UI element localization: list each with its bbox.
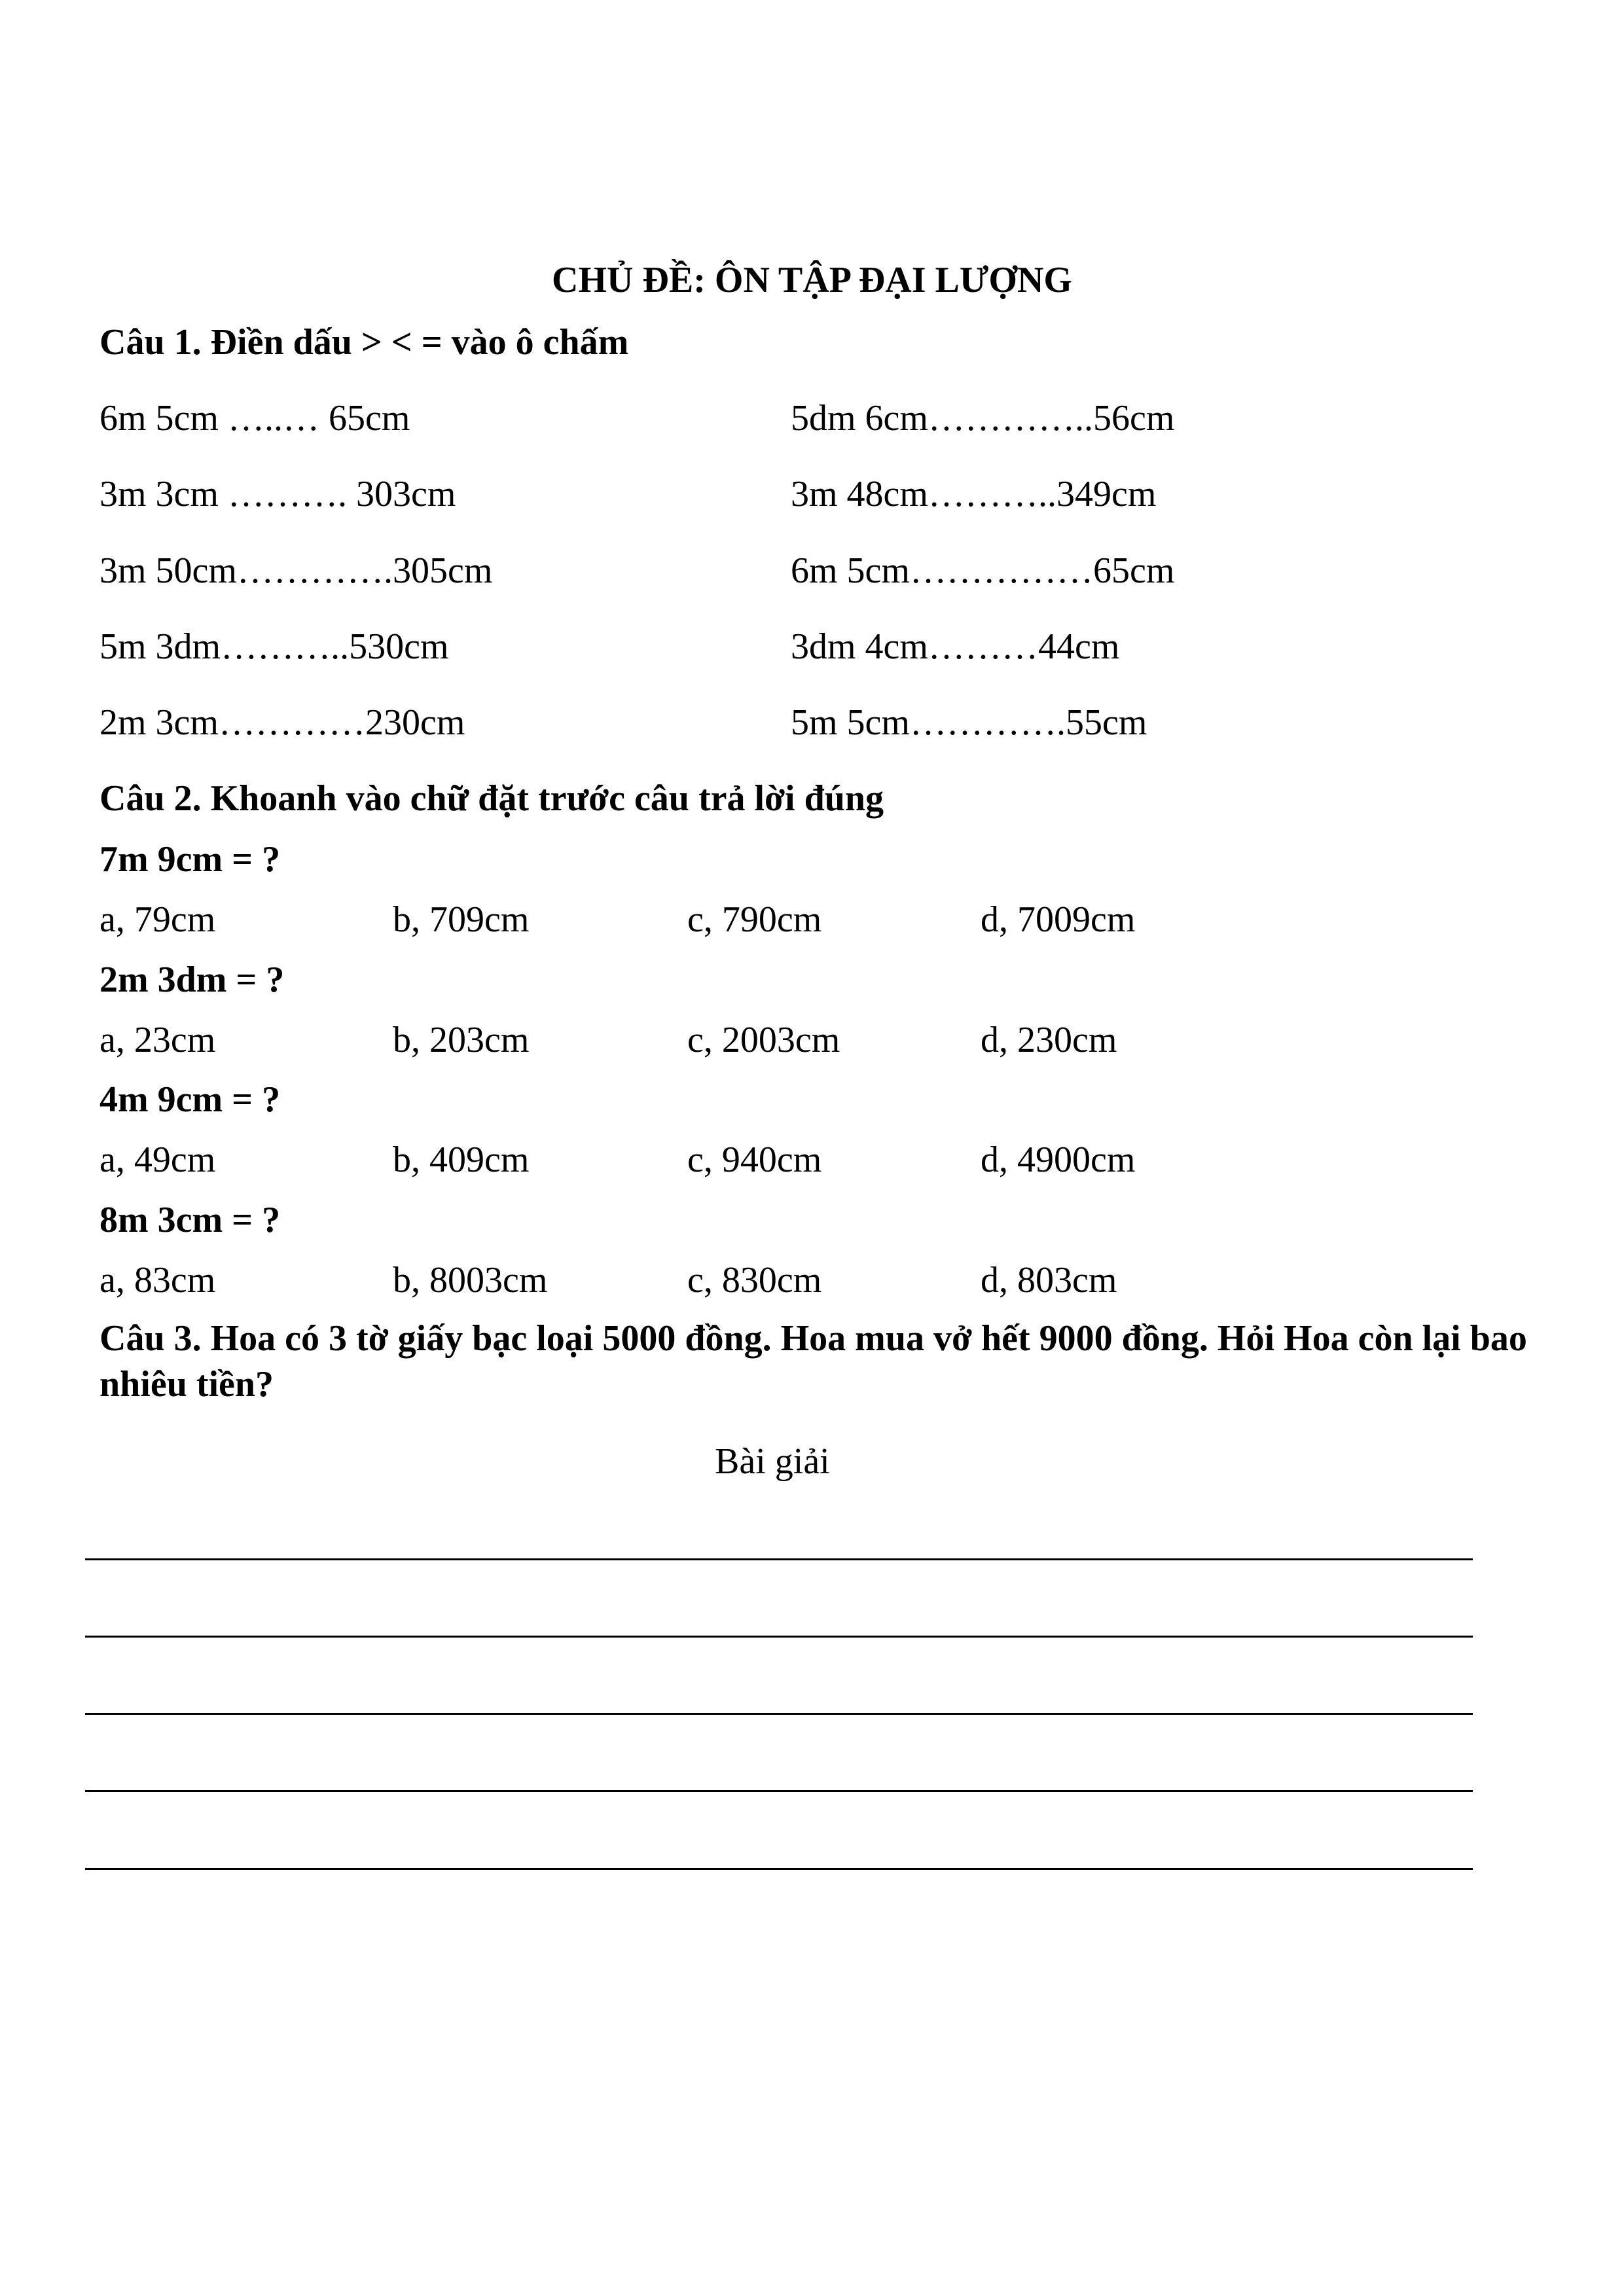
q2-item-3-option-a: a, 49cm — [99, 1139, 216, 1180]
q2-item-2-option-a: a, 23cm — [99, 1020, 216, 1060]
q1-row-4-left: 5m 3dm………..530cm — [99, 626, 449, 667]
q2-item-1-option-a: a, 79cm — [99, 899, 216, 940]
q1-heading: Câu 1. Điền dấu > < = vào ô chấm — [99, 322, 629, 363]
q1-row-1-left: 6m 5cm …..… 65cm — [99, 398, 410, 439]
q2-item-3-question: 4m 9cm = ? — [99, 1079, 281, 1120]
q1-row-5-left: 2m 3cm…………230cm — [99, 702, 465, 743]
q1-row-2-left: 3m 3cm ………. 303cm — [99, 474, 456, 514]
answer-line-1[interactable] — [85, 1558, 1473, 1560]
q1-row-1-right: 5dm 6cm…………..56cm — [791, 398, 1175, 439]
q1-row-2-right: 3m 48cm………..349cm — [791, 474, 1157, 514]
answer-line-2[interactable] — [85, 1636, 1473, 1638]
page-title: CHỦ ĐỀ: ÔN TẬP ĐẠI LƯỢNG — [552, 260, 1072, 300]
q2-item-1-question: 7m 9cm = ? — [99, 839, 281, 880]
q1-row-3-right: 6m 5cm……………65cm — [791, 550, 1175, 591]
q3-heading: Câu 3. Hoa có 3 tờ giấy bạc loại 5000 đồng. Hoa mua vở hết 9000 đồng. Hỏi Hoa còn lại bao nhiêu tiền? — [99, 1318, 1527, 1405]
q2-item-2-option-c: c, 2003cm — [687, 1020, 840, 1060]
q2-item-4-option-b: b, 8003cm — [393, 1260, 548, 1300]
answer-line-3[interactable] — [85, 1713, 1473, 1715]
q1-row-4-right: 3dm 4cm………44cm — [791, 626, 1120, 667]
q2-item-2-option-b: b, 203cm — [393, 1020, 530, 1060]
q2-item-3-option-c: c, 940cm — [687, 1139, 822, 1180]
q1-row-5-right: 5m 5cm………….55cm — [791, 702, 1147, 743]
q2-item-4-option-a: a, 83cm — [99, 1260, 216, 1300]
q2-item-2-question: 2m 3dm = ? — [99, 960, 285, 1000]
q2-item-4-option-d: d, 803cm — [981, 1260, 1117, 1300]
q1-row-3-left: 3m 50cm………….305cm — [99, 550, 493, 591]
q2-item-3-option-b: b, 409cm — [393, 1139, 530, 1180]
q2-heading: Câu 2. Khoanh vào chữ đặt trước câu trả lời đúng — [99, 778, 884, 819]
q2-item-3-option-d: d, 4900cm — [981, 1139, 1136, 1180]
q2-item-4-option-c: c, 830cm — [687, 1260, 822, 1300]
q2-item-1-option-b: b, 709cm — [393, 899, 530, 940]
q2-item-1-option-d: d, 7009cm — [981, 899, 1136, 940]
q2-item-4-question: 8m 3cm = ? — [99, 1200, 281, 1240]
answer-line-5[interactable] — [85, 1868, 1473, 1870]
q2-item-1-option-c: c, 790cm — [687, 899, 822, 940]
q2-item-2-option-d: d, 230cm — [981, 1020, 1117, 1060]
solution-label: Bài giải — [715, 1441, 830, 1482]
answer-line-4[interactable] — [85, 1790, 1473, 1792]
